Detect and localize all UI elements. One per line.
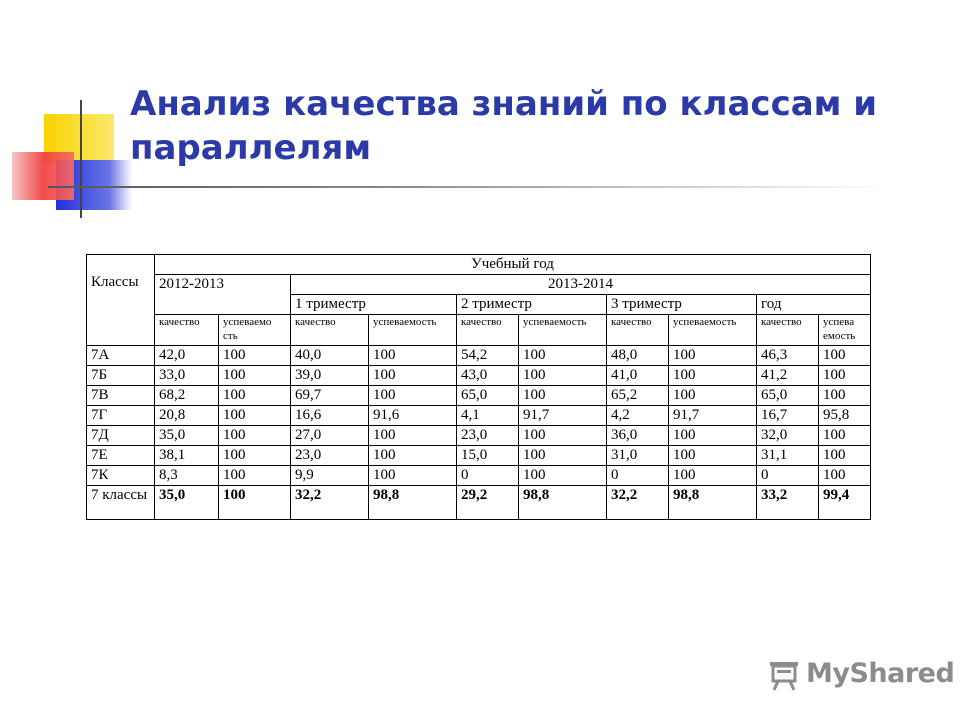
- value-cell: 100: [819, 446, 871, 466]
- subheader-cell: качество: [607, 315, 669, 346]
- value-cell: 31,0: [607, 446, 669, 466]
- value-cell: 33,0: [155, 366, 219, 386]
- value-cell: 38,1: [155, 446, 219, 466]
- value-cell: 35,0: [155, 486, 219, 520]
- value-cell: 54,2: [457, 346, 519, 366]
- value-cell: 100: [219, 346, 291, 366]
- header-term-2: 2 триместр: [457, 295, 607, 315]
- title-divider: [48, 186, 888, 188]
- value-cell: 100: [219, 366, 291, 386]
- logo-text: MyShared: [806, 658, 955, 689]
- value-cell: 91,7: [669, 406, 757, 426]
- value-cell: 43,0: [457, 366, 519, 386]
- header-term-year: год: [757, 295, 871, 315]
- value-cell: 41,0: [607, 366, 669, 386]
- table-row: [87, 446, 871, 466]
- value-cell: 100: [369, 426, 457, 446]
- value-cell: 15,0: [457, 446, 519, 466]
- value-cell: 100: [519, 426, 607, 446]
- value-cell: 41,2: [757, 366, 819, 386]
- value-cell: 100: [369, 466, 457, 486]
- value-cell: 100: [369, 366, 457, 386]
- value-cell: 98,8: [669, 486, 757, 520]
- class-cell: 7Д: [87, 426, 155, 446]
- subheader-cell: качество: [155, 315, 219, 346]
- subheader-cell: качество: [291, 315, 369, 346]
- table-row: [87, 346, 871, 366]
- value-cell: 100: [519, 346, 607, 366]
- value-cell: 31,1: [757, 446, 819, 466]
- value-cell: 100: [219, 426, 291, 446]
- value-cell: 100: [219, 446, 291, 466]
- value-cell: 100: [519, 366, 607, 386]
- quality-table: [86, 254, 871, 520]
- header-term-1: 1 триместр: [291, 295, 457, 315]
- value-cell: 27,0: [291, 426, 369, 446]
- subheader-cell: успеваемо сть: [219, 315, 291, 346]
- subheader-cell: успеваемость: [369, 315, 457, 346]
- value-cell: 23,0: [291, 446, 369, 466]
- value-cell: 0: [757, 466, 819, 486]
- value-cell: 100: [819, 346, 871, 366]
- value-cell: 100: [819, 466, 871, 486]
- table-row-total: [87, 486, 871, 520]
- header-school-year: Учебный год: [155, 255, 871, 275]
- value-cell: 100: [519, 386, 607, 406]
- value-cell: 42,0: [155, 346, 219, 366]
- value-cell: 100: [669, 466, 757, 486]
- subheader-cell: качество: [757, 315, 819, 346]
- class-cell: 7Б: [87, 366, 155, 386]
- value-cell: 100: [669, 366, 757, 386]
- value-cell: 100: [819, 426, 871, 446]
- class-cell: 7А: [87, 346, 155, 366]
- value-cell: 100: [669, 446, 757, 466]
- value-cell: 32,0: [757, 426, 819, 446]
- value-cell: 98,8: [519, 486, 607, 520]
- value-cell: 16,7: [757, 406, 819, 426]
- value-cell: 100: [369, 446, 457, 466]
- value-cell: 95,8: [819, 406, 871, 426]
- value-cell: 91,6: [369, 406, 457, 426]
- subheader-cell: успева емость: [819, 315, 871, 346]
- value-cell: 0: [607, 466, 669, 486]
- table-body: [87, 346, 871, 520]
- value-cell: 65,0: [457, 386, 519, 406]
- value-cell: 29,2: [457, 486, 519, 520]
- subheader-cell: качество: [457, 315, 519, 346]
- class-cell: 7Г: [87, 406, 155, 426]
- value-cell: 98,8: [369, 486, 457, 520]
- value-cell: 65,0: [757, 386, 819, 406]
- header-year-2012: 2012-2013: [155, 275, 291, 315]
- header-classes: Классы: [87, 255, 155, 346]
- value-cell: 4,2: [607, 406, 669, 426]
- value-cell: 100: [219, 466, 291, 486]
- value-cell: 48,0: [607, 346, 669, 366]
- value-cell: 68,2: [155, 386, 219, 406]
- value-cell: 100: [819, 366, 871, 386]
- value-cell: 36,0: [607, 426, 669, 446]
- value-cell: 8,3: [155, 466, 219, 486]
- value-cell: 33,2: [757, 486, 819, 520]
- header-term-3: 3 триместр: [607, 295, 757, 315]
- header-year-2013: 2013-2014: [291, 275, 871, 295]
- table-row: [87, 406, 871, 426]
- value-cell: 91,7: [519, 406, 607, 426]
- value-cell: 32,2: [607, 486, 669, 520]
- class-cell: 7 классы: [87, 486, 155, 520]
- value-cell: 100: [519, 466, 607, 486]
- class-cell: 7Е: [87, 446, 155, 466]
- value-cell: 100: [519, 446, 607, 466]
- value-cell: 46,3: [757, 346, 819, 366]
- value-cell: 100: [669, 386, 757, 406]
- subheader-cell: успеваемость: [669, 315, 757, 346]
- value-cell: 100: [219, 406, 291, 426]
- value-cell: 40,0: [291, 346, 369, 366]
- value-cell: 100: [819, 386, 871, 406]
- value-cell: 20,8: [155, 406, 219, 426]
- value-cell: 100: [369, 386, 457, 406]
- class-cell: 7К: [87, 466, 155, 486]
- value-cell: 69,7: [291, 386, 369, 406]
- value-cell: 100: [669, 346, 757, 366]
- value-cell: 100: [219, 386, 291, 406]
- value-cell: 35,0: [155, 426, 219, 446]
- presentation-board-icon: [766, 656, 802, 692]
- value-cell: 100: [669, 426, 757, 446]
- value-cell: 65,2: [607, 386, 669, 406]
- value-cell: 4,1: [457, 406, 519, 426]
- value-cell: 16,6: [291, 406, 369, 426]
- class-cell: 7В: [87, 386, 155, 406]
- table-row: [87, 466, 871, 486]
- myshared-logo: [766, 656, 955, 696]
- subheader-cell: успеваемость: [519, 315, 607, 346]
- table-row: [87, 386, 871, 406]
- value-cell: 100: [369, 346, 457, 366]
- value-cell: 9,9: [291, 466, 369, 486]
- value-cell: 32,2: [291, 486, 369, 520]
- table-row: [87, 366, 871, 386]
- value-cell: 23,0: [457, 426, 519, 446]
- slide-title: Анализ качества знаний по классам и параллелям: [130, 84, 878, 168]
- value-cell: 100: [219, 486, 291, 520]
- value-cell: 39,0: [291, 366, 369, 386]
- table-row: [87, 426, 871, 446]
- value-cell: 99,4: [819, 486, 871, 520]
- value-cell: 0: [457, 466, 519, 486]
